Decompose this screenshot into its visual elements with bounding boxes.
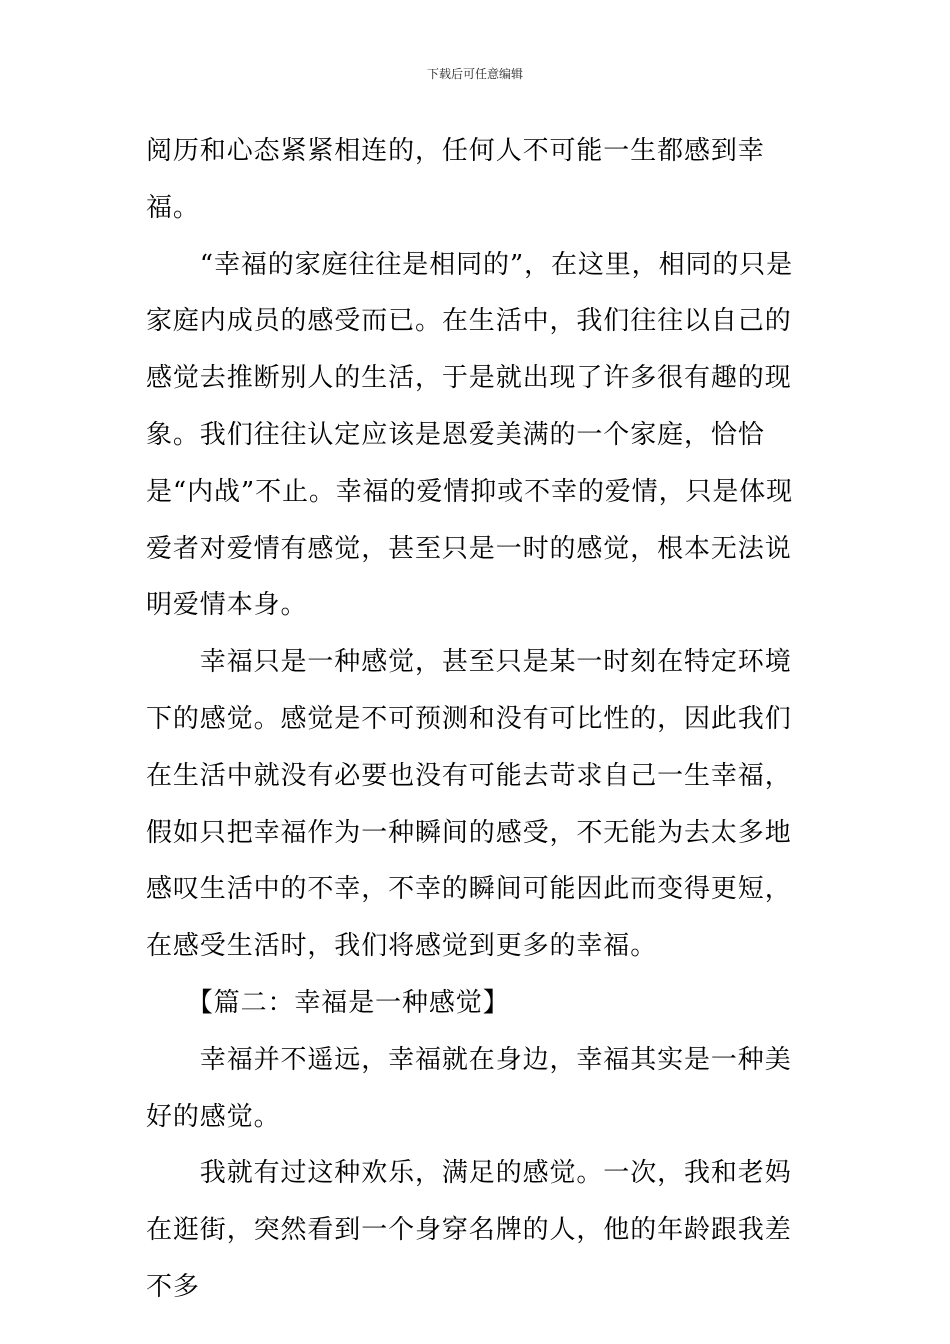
document-body: [146, 123, 810, 1316]
paragraph-2: “幸福的家庭往往是相同的”，在这里，相同的只是家庭内成员的感受而已。在生活中，我们往往以自己的感觉去推断别人的生活，于是就出现了许多很有趣的现象。我们往往认定应该是恩爱美满的一个家庭，恰恰是“内战”不止。幸福的爱情抑或不幸的爱情，只是体现爱者对爱情有感觉，甚至只是一时的感觉，根本无法说明爱情本身。: [146, 249, 794, 621]
section-heading: 【篇二：幸福是一种感觉】: [146, 987, 510, 1018]
paragraph-5: 我就有过这种欢乐，满足的感觉。一次，我和老妈在逛街，突然看到一个身穿名牌的人，他的年龄跟我差不多: [146, 1158, 792, 1302]
page-header: 下载后可任意编辑: [426, 67, 523, 81]
paragraph-3: 幸福只是一种感觉，甚至只是某一时刻在特定环境下的感觉。感觉是不可预测和没有可比性的，因此我们在生活中就没有必要也没有可能去苛求自己一生幸福，假如只把幸福作为一种瞬间的感受，不无能为去太多地感叹生活中的不幸，不幸的瞬间可能因此而变得更短，在感受生活时，我们将感觉到更多的幸福。: [146, 647, 792, 962]
paragraph-1: 阅历和心态紧紧相连的，任何人不可能一生都感到幸福。: [146, 136, 765, 223]
paragraph-4: 幸福并不遥远，幸福就在身边，幸福其实是一种美好的感觉。: [146, 1044, 792, 1132]
